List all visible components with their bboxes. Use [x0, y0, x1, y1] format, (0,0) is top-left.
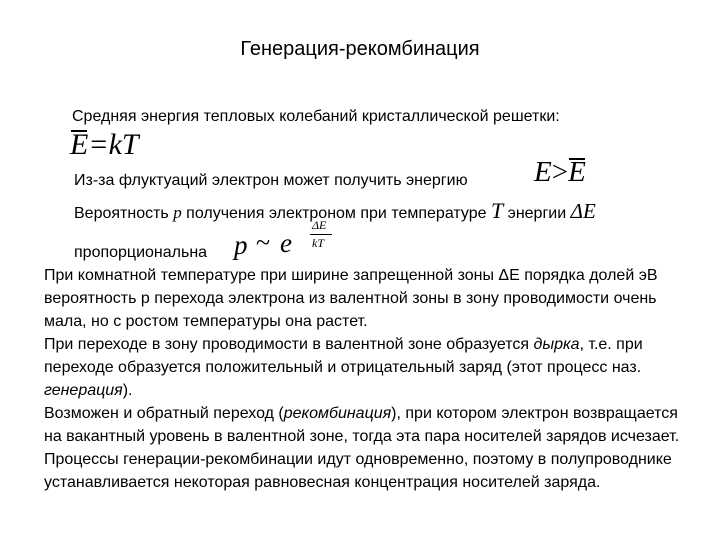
probability-prefix: Вероятность — [74, 205, 169, 222]
symbol-p: p — [173, 203, 182, 222]
formula-energy-gt — [534, 156, 586, 189]
formula-mean-energy — [70, 128, 139, 162]
formula-probability — [234, 216, 354, 266]
paragraph-generation-part-c: ). — [122, 382, 133, 399]
formula-p: p — [234, 230, 248, 260]
page-title: Генерация-рекомбинация — [240, 38, 480, 60]
proportional-text: пропорциональна — [74, 244, 208, 261]
formula-denominator: kT — [312, 236, 324, 250]
fraction-bar — [310, 234, 332, 235]
fluctuation-text: Из-за флуктуаций электрон может получить энергию — [74, 172, 468, 189]
probability-suffix: энергии — [507, 205, 567, 222]
term-generation: генерация — [44, 382, 123, 399]
probability-middle: получения электроном при температуре — [186, 205, 487, 222]
paragraph-generation-part-a: При переходе в зону проводимости в валентной зоне образуется — [44, 336, 534, 353]
term-recombination: рекомбинация — [283, 405, 392, 422]
formula-e: E — [534, 156, 552, 188]
paragraph-recombination — [44, 402, 694, 448]
paragraph-generation — [44, 333, 694, 402]
mean-energy-text: Средняя энергия тепловых колебаний кристаллической решетки: — [72, 108, 560, 125]
formula-gt: > — [551, 156, 569, 188]
paragraph-room-temperature: При комнатной температуре при ширине запрещенной зоны ΔE порядка долей эВ вероятность р перехода электрона из валентной зоны в зону проводимости очень мала, но с ростом температуры она растет. — [44, 267, 658, 330]
body-text — [44, 264, 694, 494]
formula-numerator: ΔE — [312, 218, 327, 232]
symbol-delta-e: ΔE — [570, 199, 596, 223]
formula-tilde: ~ — [256, 228, 271, 257]
formula-e-base: e — [280, 228, 292, 258]
formula-e-bar: E — [70, 128, 89, 161]
paragraph-equilibrium: Процессы генерации-рекомбинации идут одновременно, поэтому в полупроводнике устанавливается некоторая равновесная концентрация носителей заряда. — [44, 451, 672, 491]
formula-kt: =kT — [88, 128, 139, 161]
paragraph-generation-part-b: , т.е. при переходе образуется положительный и отрицательный заряд (этот процесс наз. — [44, 336, 643, 376]
paragraph-recombination-part-a: Возможен и обратный переход ( — [44, 405, 284, 422]
term-hole: дырка — [533, 336, 580, 353]
formula-e-bar-2: E — [568, 156, 586, 188]
symbol-t: T — [490, 198, 504, 223]
paragraph-recombination-part-b: ), при котором электрон возвращается на вакантный уровень в валентной зоне, тогда эта пара носителей зарядов исчезает. — [44, 405, 680, 445]
